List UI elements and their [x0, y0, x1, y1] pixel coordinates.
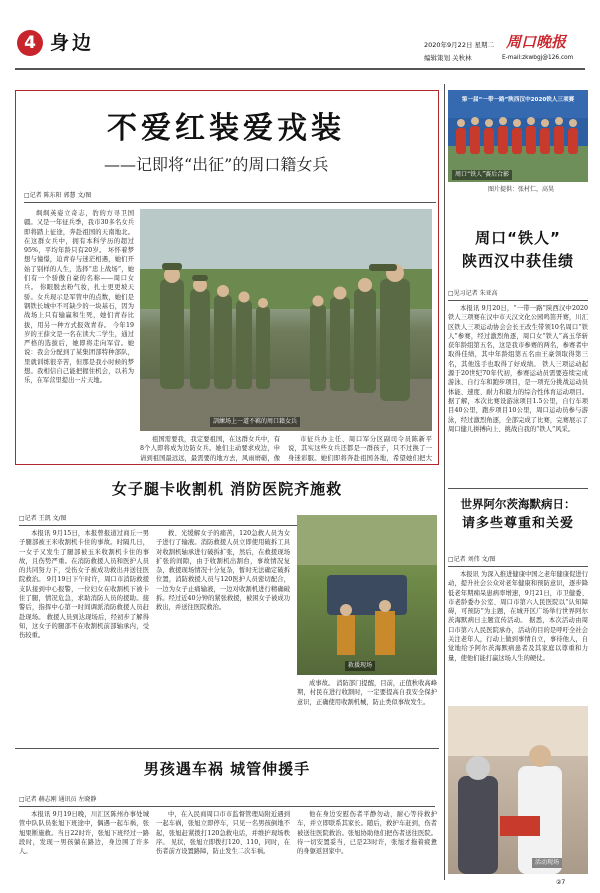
story3-title: 男孩遇车祸 城管伸援手: [143, 760, 311, 778]
triathlon-banner-text: 第一届“一带一路”陕西汉中2020铁人三项赛: [461, 97, 575, 103]
lead-byline: □记者 陈东阳 郭慧 文/图: [24, 192, 92, 199]
story2-text-col3: 成事故。 消防部门提醒，目前，正值秋收高峰期，村民在进行收割时，一定要提高自我安全保护意识，正确使用收割机械，防止类似事故发生。: [297, 680, 437, 706]
soldiers-photo-caption: 訓練场上一道不羁的周口籍女兵: [210, 417, 300, 427]
activity-photo: [448, 706, 588, 874]
editor-line: 编辑策划 关秋林: [424, 54, 472, 62]
triathlon-text: 本报讯 9月20日，“一带一路”陕西汉中2020铁人三项赛在汉中市天汉文化公园鸣笛开赛，川汇区铁人三项运动协会会长王改生带领10名周口“铁人”参赛，经过激烈角逐，周口女“铁人”高玉华斩获年龄组第五名，这是我市参赛的两名，参赛者中取得佳绩，其中年龄组第五名由王豪领取得第三名，其他选手也取得了好成绩。 铁人三项运动起源于20世纪70年代初，参赛运动员需要连续完成游泳、自行车和跑步项目，是一项充分挑战运动员体能、速度、耐力和毅力的综合性体育运动项目。 据了解，本次比赛设游泳项目1.5公里，自行车项目40公里，跑步项目10公里，周口运动员参与游泳，经过激烈角逐，全部完成了比赛，完赛展示了周口健儿拼搏向上、挑战自我的“铁人”风采。: [448, 305, 588, 433]
story3-byline-rule: [19, 806, 435, 807]
lead-text-col3: 市征兵办主任、周口军分区副司令员陈新平说，其实这些女兵还都是一群孩子，只不过换了一身迷彩服。她们即将奔赴祖国各地，希望她们把大: [288, 436, 432, 462]
lead-text-col1: 飒飒英姿立奇志，豹的方寻卫国疆。又是一年征兵季，我市30多名女兵即将踏上征途，奔赴祖国的天南地北。在这群女兵中，拥有本科学历的超过95%，平均年龄只有20岁。 坏怀着梦想与憧憬，迫青春与迷茫相遇，她们开始了别样的人生，选择“忠上战场”，她们有一个骄傲自豪的名称——周口女兵。 你眼脱去粉气妆，扎士更更坡天骄。女兵现示是军管中的点数，她们是钢铁长城中不可缺少的一块基石，因为战场上只有输赢和生死，她们青春比拔，用另一种方式报效青春。 今年19岁的王薛文是一名在读大二学生，通过严格的选拔后，她即将走向军营。她说：我会分配到了某集团部特种部队，里就训练很辛苦，但那是我小时候的梦想。我相信自己能把握住机会，以若为乐，在军营里提出一片天地。: [24, 210, 134, 385]
sidebar-divider: [444, 84, 445, 880]
masthead: [0, 0, 600, 74]
triathlon-photo: [448, 90, 588, 182]
triathlon-byline: □见习记者 朱亚高: [448, 290, 498, 297]
triathlon-title-line1: 周口“铁人”: [475, 229, 561, 247]
page-marker: ②7: [556, 879, 566, 886]
story3-text-col1: 本报讯 9月19日晚，川汇区陈州办事处城管中队队员张旭下班途中，偶遇一起车祸，张旭果断施救。当日22时许，张旭下班经过一路段时，发现一男孩躺在路边，身边围了许多人。: [19, 811, 149, 856]
rescue-photo: [297, 515, 437, 675]
story3-text-col2: 中，在入民商周口市市监督管理局附近遇到一起车祸，张旭立即停车，只见一名男孩倒地不起，张旭赶紧拨打120急救电话，并维护现场秩序。 见状，张旭立即拨打120、110，同时，在伤者前方设置路障，防止发生二次车祸。: [156, 811, 290, 856]
alzheimer-title-line2: 请多些尊重和关爱: [461, 516, 574, 531]
rescue-photo-caption: 救援现场: [345, 661, 375, 671]
email-line: E-mail:zkwbgj@126.com: [502, 55, 574, 61]
story-harvester: [15, 475, 439, 745]
story2-text-col1: 本报讯 9月15日，本报曾报道过商丘一男子腿部被王米收割机卡住的事故。时隔几日，一女子又发生了腿部被玉米收割机卡住的事故，且伤势严重。在消防救援人员和医护人员的共同努力下，受伤女子被成功救出并送往医院救治。 9月19日下午时许，周口市消防救援支队接到中心报警，一位妇女在收割机下被卡住了腿，情况危急，求助消防人员的援助。接警后，指挥中心第一时间调派消防救援人员赶赴现场。 救援人员到达现场后，经初步了解得知，这女子的腿部不在收割机前部轴承内，受伤较重。: [19, 530, 149, 640]
story3-byline: □记者 赫志刚 通讯员 左晓静: [19, 796, 97, 803]
sidebar: [448, 84, 588, 880]
triathlon-byline-rule: [448, 300, 588, 301]
photo-credit: 图片提供：张村仁，高昊: [488, 186, 555, 193]
story3-top-rule: [15, 748, 439, 749]
activity-photo-caption: 活动现场: [532, 858, 562, 868]
story2-title: 女子腿卡收割机 消防医院齐施救: [111, 480, 343, 498]
lead-subtitle: ——记即将“出征”的周口籍女兵: [104, 155, 329, 174]
story-car-accident: [15, 748, 439, 878]
paper-logo: 周口晚报: [506, 33, 567, 51]
alzheimer-byline: □记者 刘伟 文/图: [448, 556, 496, 563]
section-title: 身边: [50, 32, 95, 54]
alzheimer-text: 本报讯 为深入推进健康中国之老年健康促进行动，提升社会公众对老年健康和预防意识，逐步降低老年期痴呆患病率增速，9月21日，市卫健委、市老龄委办公室、周口市第六人民医院以“认知障碍，可预防”为主题，在城开区广场举行世界阿尔茨海默病日主题宣传活动。 据悉，本次活动由周口市第六人民医院承办，活动的目的是呼吁全社会关注老年人，行动上做到事情自立，事待他人，自觉地给予阿尔茨海默病患者及其家庭以尊重和力量，使他们能打赢这场人生的硬仗。: [448, 571, 588, 662]
triathlon-title-line2: 陕西汉中获佳绩: [461, 252, 574, 270]
date-line: 2020年9月22日 星期二: [424, 41, 495, 49]
soldiers-photo: [140, 209, 432, 431]
story2-text-col2: 救、光缓解女子的痛苦，120急救人员为女子进行了输液。消防救援人员立即使用破拆工具对收割机轴承进行破拆扩张，然后，在救援现场扩张的间隙，由于收割机出割台，事故情况复杂，救援现场情况十分复杂，暂时无法确定破拆位置，消防救援人员与120医护人员密切配合，一边为女子止痛输液，一边对收割机进行精确破拆。经过近40分钟的紧张救援，被困女子被成功救出，并送往医院救治。: [156, 530, 290, 612]
lead-title: 不爱红装爱戎装: [107, 111, 345, 146]
story3-text-col3: 他在身边安慰伤者平静勿动，耐心等待救护车，并立即联系其家长。随后，救护车赶到，伤者被送往医院救治。张旭协助他们把伤者送往医院。 待一切安置妥当，已是23时许，张旭才拖着疲惫的身躯返回家中。: [297, 811, 437, 856]
activity-illustration: [448, 706, 588, 874]
lead-byline-rule: [24, 202, 436, 203]
masthead-rule: [15, 68, 585, 70]
sidebar-section-rule: [448, 488, 588, 489]
triathlon-photo-caption: 周口“铁人”赛后合影: [452, 170, 512, 180]
lead-story: [15, 90, 439, 465]
rescue-illustration: [297, 515, 437, 675]
soldiers-illustration: [140, 209, 432, 431]
story2-byline: □记者 王凯 文/图: [19, 515, 67, 522]
alzheimer-title-line1: 世界阿尔茨海默病日：: [460, 497, 576, 511]
alzheimer-byline-rule: [448, 566, 588, 567]
lead-text-col2: 祖国需要我，我定要祖国，在这群女兵中，有8个人即将成为边防女兵。她们主动要求戍边，申请到祖国最远远，最需要的地方去，风雨磨砺，像: [140, 436, 280, 462]
page-number-badge: 4: [17, 30, 43, 56]
